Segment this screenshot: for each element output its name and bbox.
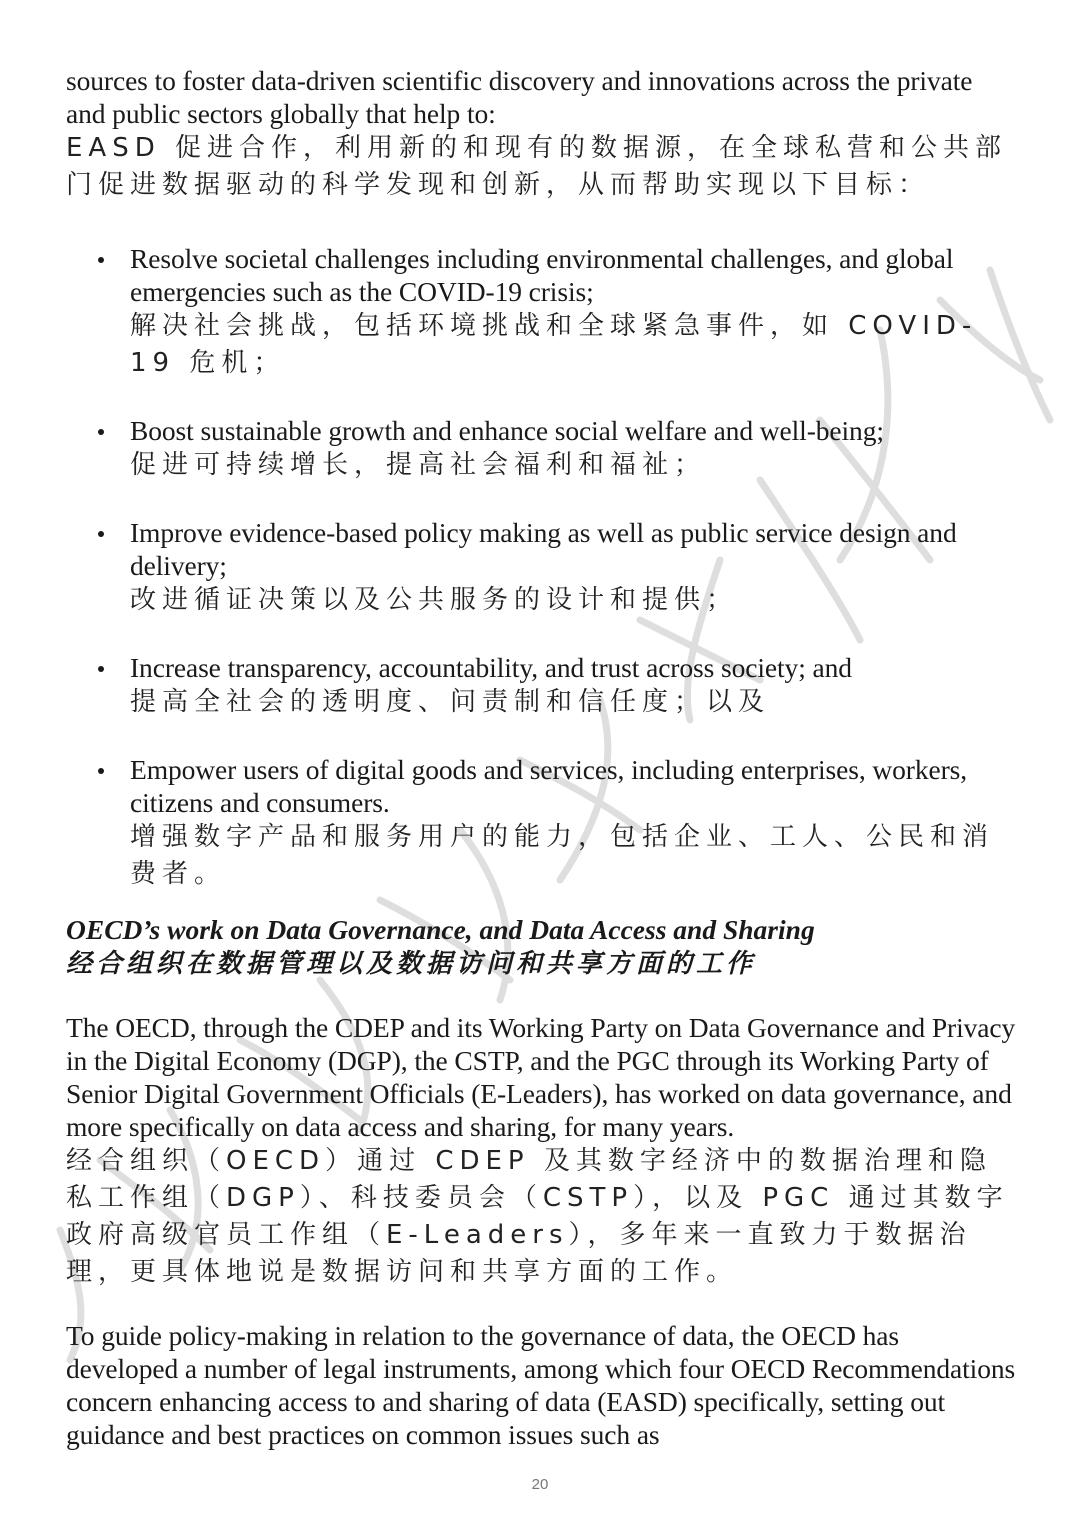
page-content [66,64,1016,1479]
bullet-text-zh: 促进可持续增长，提高社会福利和福祉； [130,450,707,480]
bullet-item [66,753,1016,893]
bullet-dot-icon [98,531,104,537]
intro-text-zh: EASD 促进合作，利用新的和现有的数据源，在全球私营和公共部门促进数据驱动的科学发现和创新，从而帮助实现以下目标： [66,133,1008,200]
bullet-dot-icon [98,666,104,672]
bullet-text-en: Increase transparency, accountability, and trust across society; and [130,652,852,683]
bullet-dot-icon [98,768,104,774]
bullet-dot-icon [98,257,104,263]
bullet-text-zh: 改进循证决策以及公共服务的设计和提供； [130,585,739,615]
bullet-text-zh: 增强数字产品和服务用户的能力，包括企业、工人、公民和消费者。 [130,822,995,889]
bullet-dot-icon [98,429,104,435]
bullet-text-en: Resolve societal challenges including environmental challenges, and global emergencies such as the COVID-19 crisis; [130,243,954,307]
page-number: 20 [531,1476,549,1493]
bullet-text-en: Empower users of digital goods and services, including enterprises, workers, citizens and consumers. [130,754,968,818]
bullet-item [66,516,1016,619]
intro-paragraph [66,64,1016,204]
paragraph-text-en: To guide policy-making in relation to the governance of data, the OECD has developed a number of legal instruments, among which four OECD Recommendations concern enhancing access to and sharing of data (EASD) specifically, setting out guidance and best practices on common issues such as [66,1320,1016,1450]
body-paragraph-1 [66,1011,1016,1291]
paragraph-text-en: The OECD, through the CDEP and its Working Party on Data Governance and Privacy in the Digital Economy (DGP), the CSTP, and the PGC through its Working Party of Senior Digital Government Officials (E-Leaders), has worked on data governance, and more specifically on data access and sharing, for many years. [66,1012,1016,1142]
body-paragraph-2 [66,1319,1016,1451]
bullet-text-zh: 解决社会挑战，包括环境挑战和全球紧急事件，如 COVID-19 危机； [130,311,978,378]
bullet-text-en: Boost sustainable growth and enhance social welfare and well-being; [130,415,884,446]
goals-bullet-list [66,242,1016,893]
paragraph-text-zh: 经合组织（OECD）通过 CDEP 及其数字经济中的数据治理和隐私工作组（DGP）、科技委员会（CSTP），以及 PGC 通过其数字政府高级官员工作组（E-Leaders），多年来一直致力于数据治理，更具体地说是数据访问和共享方面的工作。 [66,1146,1009,1287]
section-heading-zh: 经合组织在数据管理以及数据访问和共享方面的工作 [66,949,757,979]
bullet-item [66,414,1016,484]
bullet-item [66,242,1016,382]
bullet-item [66,651,1016,721]
bullet-text-zh: 提高全社会的透明度、问责制和信任度；以及 [130,687,771,717]
section-heading-en: OECD’s work on Data Governance, and Data Access and Sharing [66,914,815,945]
intro-text-en: sources to foster data-driven scientific discovery and innovations across the private and public sectors globally that help to: [66,65,973,129]
bullet-text-en: Improve evidence-based policy making as well as public service design and delivery; [130,517,957,581]
